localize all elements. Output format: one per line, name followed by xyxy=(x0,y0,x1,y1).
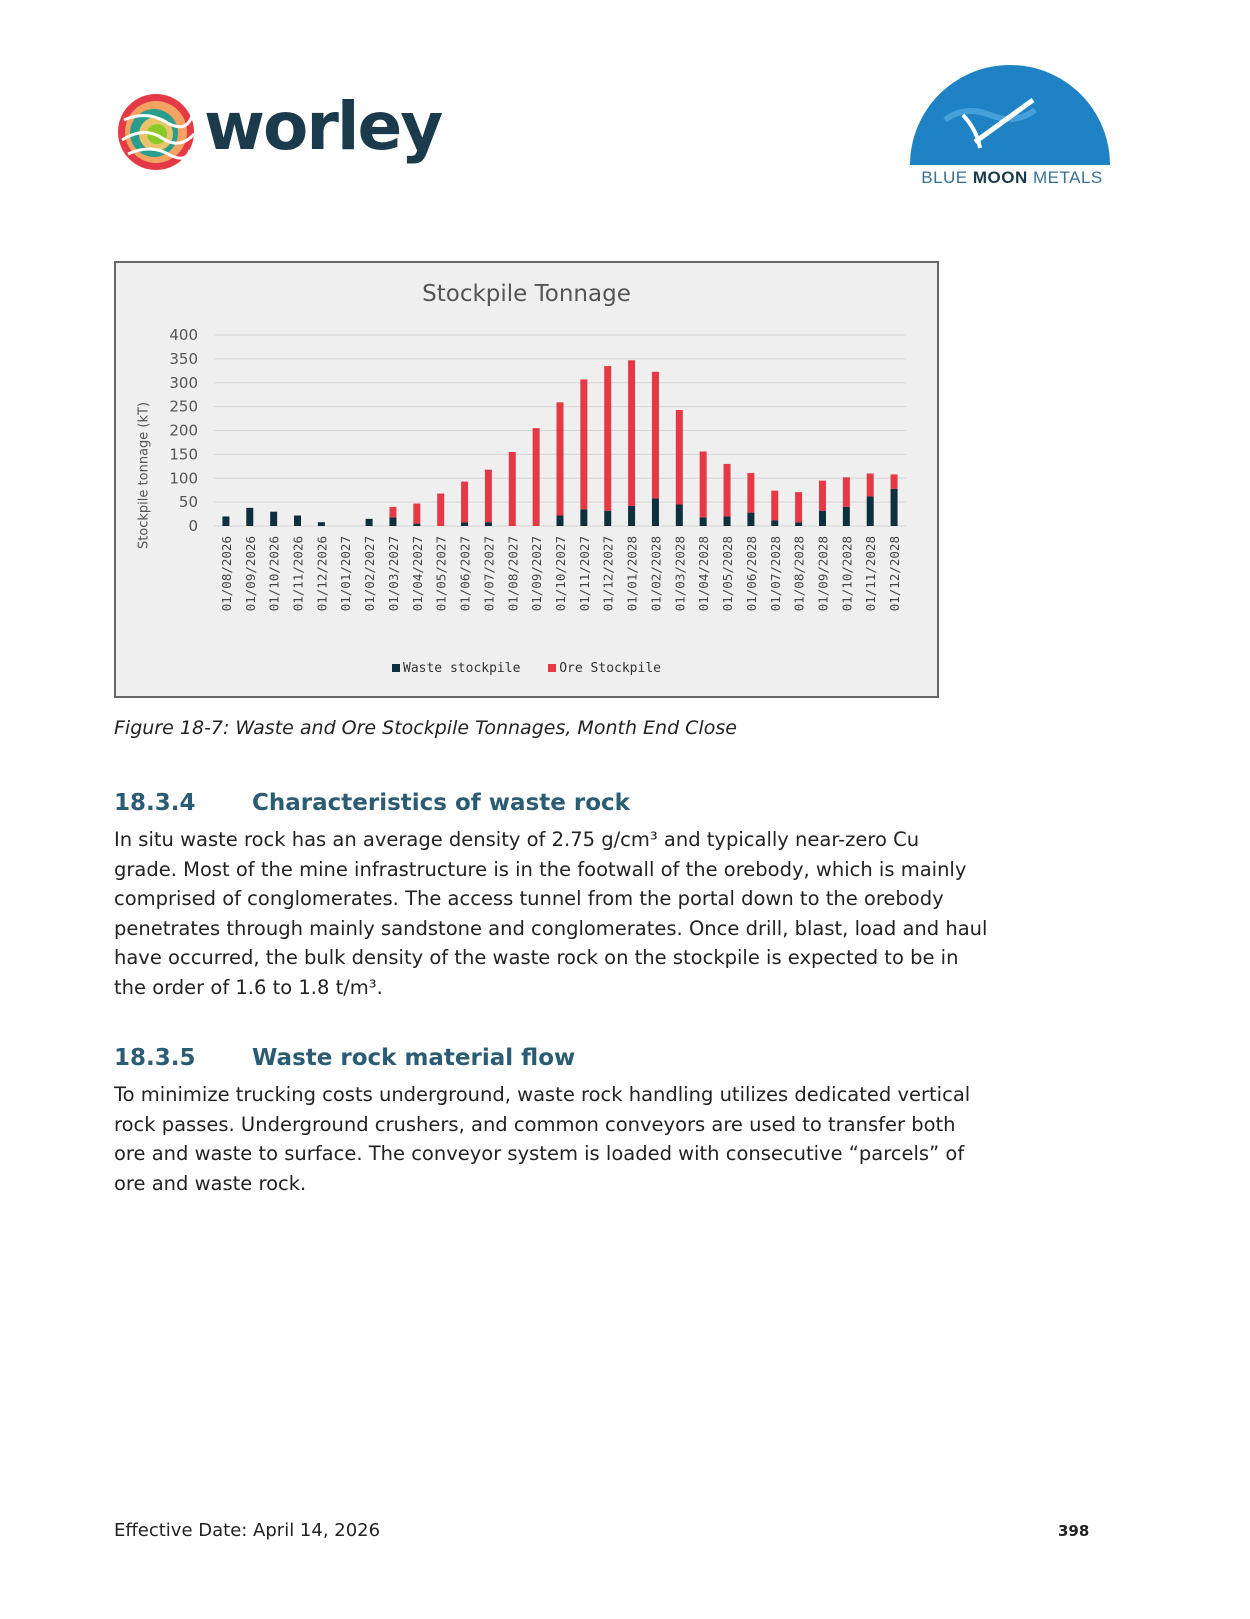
paragraph-line: grade. Most of the mine infrastructure is in the footwall of the orebody, which is mainly xyxy=(114,857,967,881)
x-tick-label: 01/02/2028 xyxy=(648,536,664,612)
legend-item-waste xyxy=(392,661,520,676)
bar-ore xyxy=(604,366,611,511)
paragraph-line: ore and waste to surface. The conveyor system is loaded with consecutive “parcels” of xyxy=(114,1142,965,1165)
worley-wordmark: worley xyxy=(204,88,442,165)
x-tick-label: 01/08/2026 xyxy=(218,536,234,612)
paragraph-line: rock passes. Underground crushers, and common conveyors are used to transfer both xyxy=(114,1112,956,1136)
x-tick-label: 01/02/2027 xyxy=(362,536,378,612)
x-tick-label: 01/03/2028 xyxy=(672,536,688,612)
bar-ore xyxy=(843,477,850,507)
x-tick-label: 01/10/2028 xyxy=(839,536,855,612)
bar-waste xyxy=(628,506,635,526)
bar-waste xyxy=(843,507,850,526)
blue-moon-metals-wordmark: BLUE MOON METALS xyxy=(921,168,1103,187)
y-axis-label: Stockpile tonnage (kT) xyxy=(136,401,152,550)
bar-waste xyxy=(413,524,420,526)
bar-waste xyxy=(270,512,277,526)
chart-plot-area xyxy=(116,263,937,696)
bar-waste xyxy=(222,516,229,526)
paragraph-line: In situ waste rock has an average density of 2.75 g/cm³ and typically near-zero Cu xyxy=(114,828,920,851)
bar-waste xyxy=(724,516,731,526)
bar-waste xyxy=(795,522,802,526)
figure-caption: Figure 18-7: Waste and Ore Stockpile Tonnages, Month End Close xyxy=(114,717,737,739)
section-title: Waste rock material flow xyxy=(252,1045,576,1071)
y-tick-label: 0 xyxy=(188,517,198,535)
x-tick-label: 01/09/2028 xyxy=(815,536,831,612)
chart-title: Stockpile Tonnage xyxy=(422,281,631,307)
bar-waste xyxy=(700,517,707,526)
bar-waste xyxy=(819,511,826,526)
x-tick-label: 01/12/2028 xyxy=(887,536,903,612)
chart-legend xyxy=(116,661,937,676)
bar-ore xyxy=(771,491,778,521)
x-tick-label: 01/06/2027 xyxy=(457,536,473,612)
x-tick-label: 01/11/2026 xyxy=(290,536,306,612)
section-number: 18.3.5 xyxy=(114,1045,196,1071)
section-number: 18.3.4 xyxy=(114,790,196,816)
bar-waste xyxy=(318,522,325,526)
bar-ore xyxy=(389,507,396,518)
bar-waste xyxy=(461,522,468,526)
x-tick-label: 01/06/2028 xyxy=(743,536,759,612)
paragraph-line: comprised of conglomerates. The access tunnel from the portal down to the orebody xyxy=(114,887,944,910)
paragraph-line: ore and waste rock. xyxy=(114,1171,307,1195)
page-number: 398 xyxy=(1058,1522,1090,1540)
bar-waste xyxy=(747,513,754,526)
y-tick-label: 300 xyxy=(169,373,198,392)
y-tick-label: 250 xyxy=(169,397,198,416)
bar-waste xyxy=(604,511,611,526)
y-tick-label: 50 xyxy=(178,493,198,512)
legend-swatch-ore xyxy=(548,664,556,672)
bar-waste xyxy=(366,519,373,526)
legend-label-waste: Waste stockpile xyxy=(403,661,521,676)
x-tick-label: 01/07/2027 xyxy=(481,536,497,612)
y-tick-label: 350 xyxy=(169,349,198,368)
x-tick-label: 01/04/2027 xyxy=(409,536,425,612)
bar-ore xyxy=(413,504,420,524)
paragraph-line: the order of 1.6 to 1.8 t/m³. xyxy=(114,975,383,999)
x-tick-label: 01/10/2026 xyxy=(266,536,282,612)
x-tick-label: 01/12/2026 xyxy=(314,536,330,612)
paragraph-line: penetrates through mainly sandstone and conglomerates. Once drill, blast, load and haul xyxy=(114,916,988,940)
x-tick-label: 01/04/2028 xyxy=(696,536,712,612)
bar-waste xyxy=(771,520,778,526)
bar-ore xyxy=(819,481,826,511)
bar-waste xyxy=(485,522,492,526)
x-tick-label: 01/05/2027 xyxy=(433,536,449,612)
x-tick-label: 01/11/2027 xyxy=(576,536,592,612)
x-tick-label: 01/11/2028 xyxy=(863,536,879,612)
y-tick-label: 150 xyxy=(169,445,198,464)
x-tick-label: 01/03/2027 xyxy=(385,536,401,612)
worley-logo xyxy=(114,90,454,174)
moon-pickaxe-icon xyxy=(905,60,1115,170)
bar-waste xyxy=(389,517,396,526)
paragraph-waste-characteristics xyxy=(114,825,1124,1002)
bar-ore xyxy=(509,452,516,526)
bar-waste xyxy=(294,515,301,526)
effective-date: Effective Date: April 14, 2026 xyxy=(114,1520,381,1541)
bar-ore xyxy=(867,473,874,496)
legend-swatch-waste xyxy=(392,664,400,672)
y-tick-label: 200 xyxy=(169,421,198,440)
section-heading-material-flow xyxy=(114,1045,575,1071)
legend-item-ore xyxy=(548,661,661,676)
x-tick-label: 01/07/2028 xyxy=(767,536,783,612)
paragraph-material-flow xyxy=(114,1080,1124,1198)
bar-waste xyxy=(652,498,659,526)
x-tick-label: 01/09/2027 xyxy=(529,536,545,612)
bar-ore xyxy=(557,402,564,515)
worley-swirl-icon xyxy=(114,90,198,174)
bar-ore xyxy=(533,428,540,526)
paragraph-line: To minimize trucking costs underground, waste rock handling utilizes dedicated vertical xyxy=(114,1083,971,1106)
paragraph-line: have occurred, the bulk density of the waste rock on the stockpile is expected to be in xyxy=(114,946,959,969)
section-title: Characteristics of waste rock xyxy=(252,790,630,816)
bar-ore xyxy=(891,474,898,488)
bar-ore xyxy=(724,464,731,517)
bar-ore xyxy=(437,494,444,526)
bar-waste xyxy=(557,515,564,526)
bar-waste xyxy=(867,496,874,526)
x-tick-label: 01/10/2027 xyxy=(553,536,568,612)
section-heading-waste-characteristics xyxy=(114,790,630,816)
y-tick-label: 100 xyxy=(169,469,198,488)
bar-ore xyxy=(485,470,492,523)
bar-ore xyxy=(628,360,635,506)
bar-ore xyxy=(676,410,683,505)
x-tick-label: 01/09/2026 xyxy=(242,536,258,612)
bar-ore xyxy=(747,473,754,513)
x-tick-label: 01/01/2027 xyxy=(338,536,354,612)
bar-ore xyxy=(580,379,587,509)
bar-ore xyxy=(700,452,707,518)
bar-waste xyxy=(891,489,898,526)
x-tick-label: 01/08/2028 xyxy=(791,536,807,612)
bar-waste xyxy=(246,508,253,526)
x-tick-label: 01/01/2028 xyxy=(624,536,640,612)
x-tick-label: 01/12/2027 xyxy=(600,536,616,612)
x-tick-label: 01/05/2028 xyxy=(720,536,736,612)
bar-waste xyxy=(676,505,683,526)
blue-moon-metals-logo xyxy=(905,60,1115,195)
y-tick-label: 400 xyxy=(169,326,198,344)
bar-ore xyxy=(461,482,468,523)
stockpile-chart xyxy=(114,261,939,698)
bar-ore xyxy=(795,492,802,522)
bar-ore xyxy=(652,372,659,499)
legend-label-ore: Ore Stockpile xyxy=(559,661,661,676)
x-tick-label: 01/08/2027 xyxy=(505,536,521,612)
bar-waste xyxy=(580,509,587,526)
